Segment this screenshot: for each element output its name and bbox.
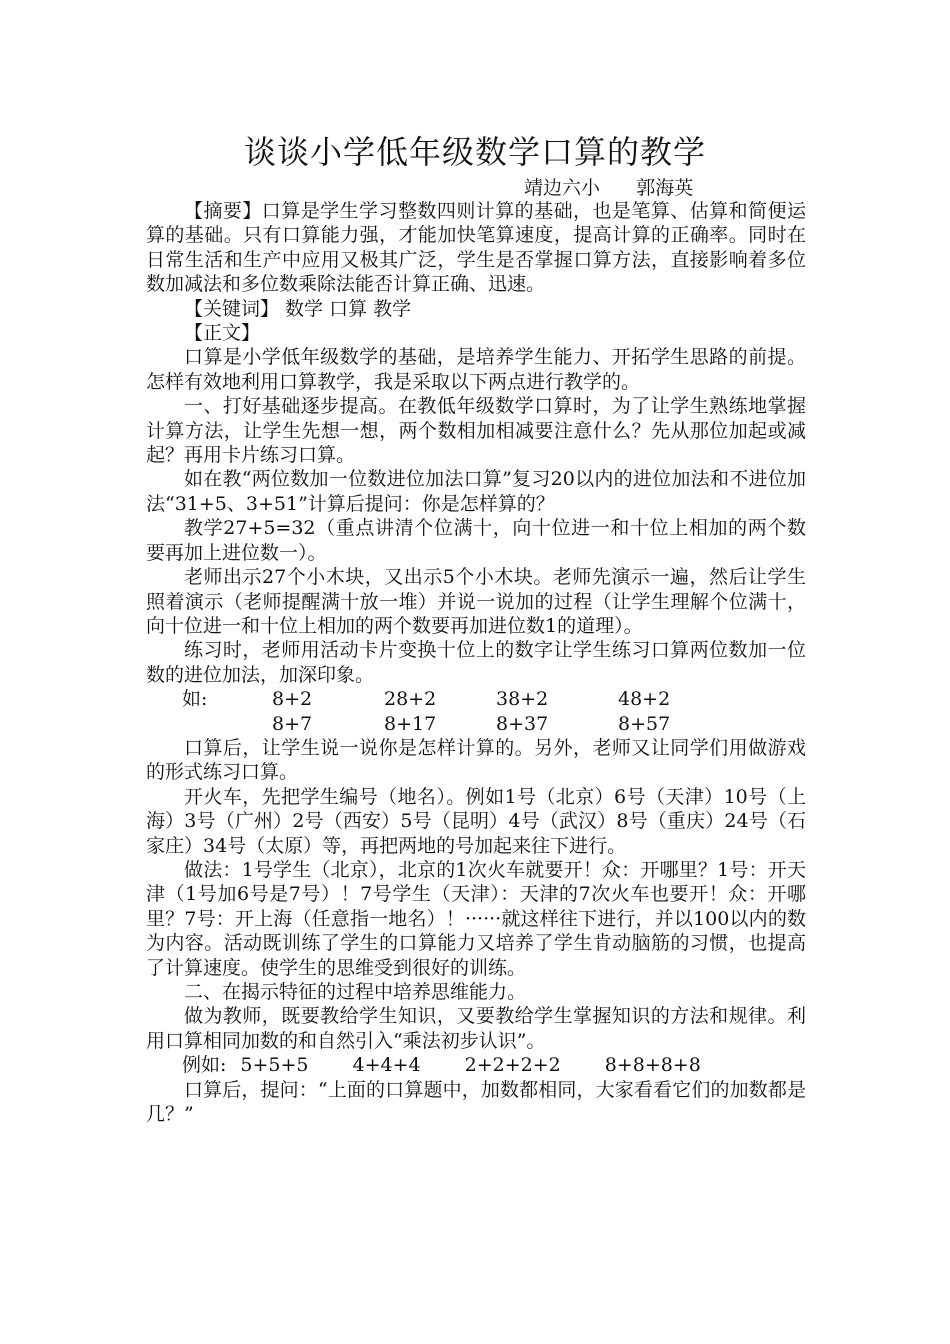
document-body xyxy=(146,199,806,1126)
practice-item: 38+2 xyxy=(496,688,549,711)
practice-row-1 xyxy=(146,687,806,711)
paragraph-5: 老师出示27个小木块，又出示5个小木块。老师先演示一遍，然后让学生照着演示（老师提醒满十放一堆）并说一说加的过程（让学生理解个位满十，向十位进一和十位上相加的两个数要再加进位数1的道理）。 xyxy=(146,566,806,637)
example-label: 例如: xyxy=(182,1054,227,1077)
paragraph-12: 口算后，提问：“上面的口算题中，加数都相同，大家看看它们的加数都是几？” xyxy=(146,1078,806,1126)
example-item: 8+8+8+8 xyxy=(604,1054,701,1077)
example-item: 4+4+4 xyxy=(352,1054,421,1077)
paragraph-3: 如在教“两位数加一位数进位加法口算”复习20以内的进位加法和不进位加法“31+5、3+51”计算后提问：你是怎样算的？ xyxy=(146,468,806,515)
paragraph-9: 做法：1号学生（北京），北京的1次火车就要开！众：开哪里？1号：开天津（1号加6号是7号）！7号学生（天津）：天津的7次火车也要开！众：开哪里？7号：开上海（任意指一地名）！······就这样往下进行，并以100以内的数为内容。活动既训练了学生的口算能力又培养了学生肯动脑筋的习惯，也提高了计算速度。使学生的思维受到很好的训练。 xyxy=(146,858,806,979)
practice-item: 28+2 xyxy=(384,688,437,711)
practice-row-2 xyxy=(146,712,806,736)
practice-item: 8+17 xyxy=(384,712,437,735)
paragraph-7: 口算后，让学生说一说你是怎样计算的。另外，老师又让同学们用做游戏的形式练习口算。 xyxy=(146,736,806,784)
paragraph-2: 一、打好基础逐步提高。在教低年级数学口算时，为了让学生熟练地掌握计算方法，让学生先想一想，两个数相加相减要注意什么？先从那位加起或减起？再用卡片练习口算。 xyxy=(146,395,806,467)
practice-label: 如: xyxy=(182,688,208,711)
paragraph-1: 口算是小学低年级数学的基础，是培养学生能力、开拓学生思路的前提。怎样有效地利用口算教学，我是采取以下两点进行教学的。 xyxy=(146,346,806,393)
paragraph-10: 二、在揭示特征的过程中培养思维能力。 xyxy=(184,981,527,1003)
paragraph-8: 开火车，先把学生编号（地名）。例如1号（北京）6号（天津）10号（上海）3号（广州）2号（西安）5号（昆明）4号（武汉）8号（重庆）24号（石家庄）34号（太原）等，再把两地的号加起来往下进行。 xyxy=(146,785,806,857)
paragraph-4: 教学27+5=32（重点讲清个位满十，向十位进一和十位上相加的两个数要再加上进位数一）。 xyxy=(146,517,806,564)
document-title: 谈谈小学低年级数学口算的教学 xyxy=(243,133,706,171)
practice-item: 8+57 xyxy=(618,712,671,735)
example-item: 2+2+2+2 xyxy=(464,1054,561,1077)
abstract-paragraph: 【摘要】口算是学生学习整数四则计算的基础，也是笔算、估算和简便运算的基础。只有口算能力强，才能加快笔算速度，提高计算的正确率。同时在日常生活和生产中应用又极其广泛，学生是否掌握口算方法，直接影响着多位数加减法和多位数乘除法能否计算正确、迅速。 xyxy=(146,200,806,296)
keywords-line: 【关键词】 数学 口算 教学 xyxy=(184,297,412,320)
practice-item: 8+2 xyxy=(272,688,313,711)
example-row xyxy=(146,1053,806,1077)
practice-item: 48+2 xyxy=(618,688,671,711)
paragraph-11: 做为教师，既要教给学生知识，又要教给学生掌握知识的方法和规律。利用口算相同加数的和自然引入“乘法初步认识”。 xyxy=(146,1005,806,1052)
practice-item: 8+37 xyxy=(496,712,549,735)
author-line: 靖边六小 郭海英 xyxy=(524,177,694,199)
example-item: 5+5+5 xyxy=(240,1054,309,1077)
paragraph-6: 练习时，老师用活动卡片变换十位上的数字让学生练习口算两位数加一位数的进位加法，加深印象。 xyxy=(146,639,806,686)
body-heading: 【正文】 xyxy=(184,322,261,345)
practice-item: 8+7 xyxy=(272,712,313,735)
